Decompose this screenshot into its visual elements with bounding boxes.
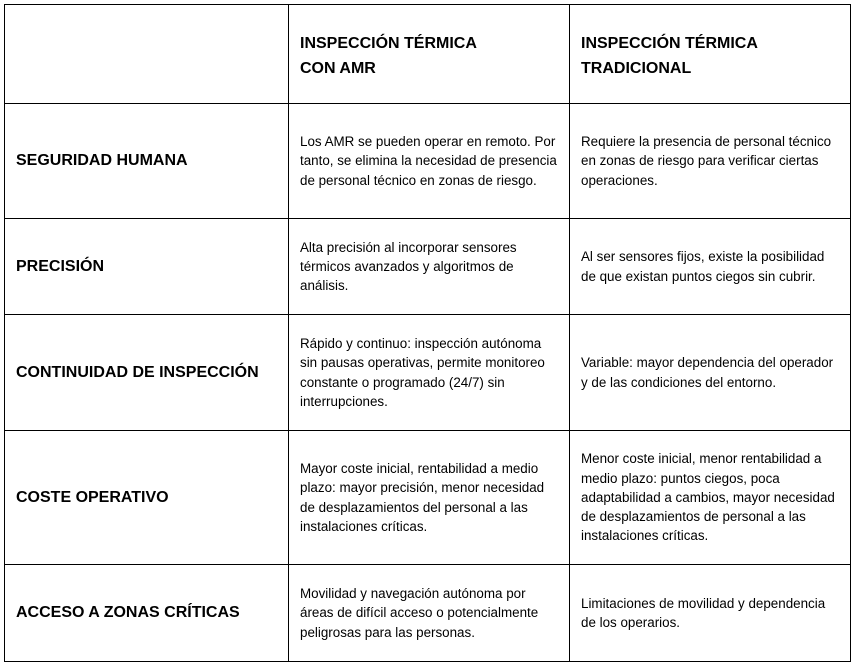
cell-amr-precision: Alta precisión al incorporar sensores térmicos avanzados y algoritmos de análisis. xyxy=(289,219,570,315)
cell-traditional-acceso: Limitaciones de movilidad y dependencia de los operarios. xyxy=(570,565,851,662)
cell-amr-continuidad: Rápido y continuo: inspección autónoma sin pausas operativas, permite monitoreo constante o programado (24/7) sin interrupciones. xyxy=(289,315,570,431)
row-label-seguridad: SEGURIDAD HUMANA xyxy=(5,104,289,219)
row-label-continuidad: CONTINUIDAD DE INSPECCIÓN xyxy=(5,315,289,431)
table-row xyxy=(5,431,851,565)
comparison-table xyxy=(4,4,851,662)
cell-traditional-coste: Menor coste inicial, menor rentabilidad a medio plazo: puntos ciegos, poca adaptabilidad a cambios, mayor necesidad de desplazamientos de personal a las instalaciones críticas. xyxy=(570,431,851,565)
row-label-coste: COSTE OPERATIVO xyxy=(5,431,289,565)
cell-amr-coste: Mayor coste inicial, rentabilidad a medio plazo: mayor precisión, menor necesidad de desplazamientos del personal a las instalaciones críticas. xyxy=(289,431,570,565)
column-header-amr-text: INSPECCIÓN TÉRMICA CON AMR xyxy=(300,35,477,77)
table-row xyxy=(5,315,851,431)
column-header-amr xyxy=(289,5,570,104)
row-label-acceso: ACCESO A ZONAS CRÍTICAS xyxy=(5,565,289,662)
column-header-traditional-text: INSPECCIÓN TÉRMICA TRADICIONAL xyxy=(581,35,758,77)
cell-traditional-seguridad: Requiere la presencia de personal técnico en zonas de riesgo para verificar ciertas operaciones. xyxy=(570,104,851,219)
table-row xyxy=(5,565,851,662)
table-header-row xyxy=(5,5,851,104)
cell-amr-seguridad: Los AMR se pueden operar en remoto. Por tanto, se elimina la necesidad de presencia de personal técnico en zonas de riesgo. xyxy=(289,104,570,219)
cell-traditional-continuidad: Variable: mayor dependencia del operador y de las condiciones del entorno. xyxy=(570,315,851,431)
table-row xyxy=(5,104,851,219)
cell-traditional-precision: Al ser sensores fijos, existe la posibilidad de que existan puntos ciegos sin cubrir. xyxy=(570,219,851,315)
row-label-precision: PRECISIÓN xyxy=(5,219,289,315)
header-corner-cell xyxy=(5,5,289,104)
column-header-traditional xyxy=(570,5,851,104)
table-row xyxy=(5,219,851,315)
cell-amr-acceso: Movilidad y navegación autónoma por áreas de difícil acceso o potencialmente peligrosas para las personas. xyxy=(289,565,570,662)
